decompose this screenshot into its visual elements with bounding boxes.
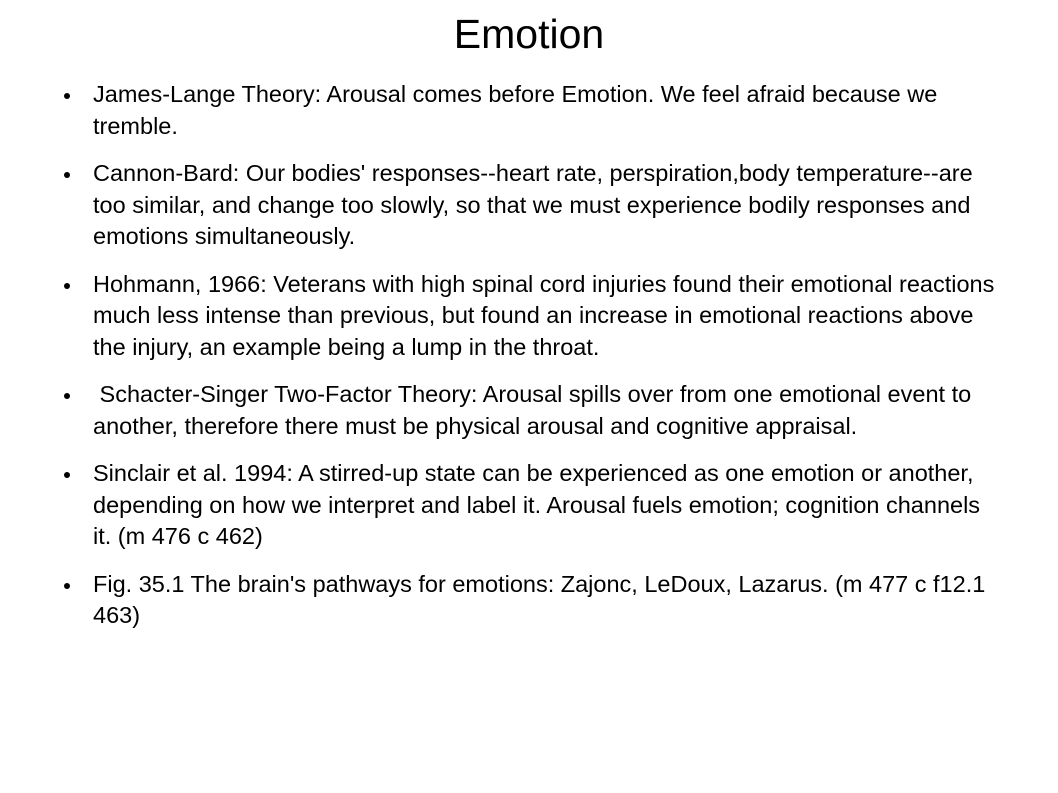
bullet-text: Sinclair et al. 1994: A stirred-up state can be experienced as one emotion or another, depending on how we interpret and label it. Arousal fuels emotion; cognition channels it. (m 476 c 462) [93,460,981,549]
bullet-text: Cannon-Bard: Our bodies' responses--heart rate, perspiration,body temperature--are too similar, and change too slowly, so that we must experience bodily responses and emotions simultaneously. [93,160,973,249]
bullet-dot-icon [64,93,70,99]
bullet-dot-icon [64,472,70,478]
bullet-dot-icon [64,583,70,589]
bullet-list [64,79,1004,648]
slide-title: Emotion [453,11,605,57]
bullet-item-cannon-bard [64,158,1004,253]
bullet-dot-icon [64,393,70,399]
bullet-dot-icon [64,172,70,178]
bullet-item-sinclair [64,458,1004,553]
bullet-item-james-lange [64,79,1004,142]
bullet-item-schacter-singer [64,379,1004,442]
bullet-dot-icon [64,283,70,289]
bullet-text: James-Lange Theory: Arousal comes before Emotion. We feel afraid because we tremble. [93,81,938,139]
bullet-text: Schacter-Singer Two-Factor Theory: Arousal spills over from one emotional event to another, therefore there must be physical arousal and cognitive appraisal. [93,381,972,439]
bullet-item-hohmann [64,269,1004,364]
bullet-item-fig-35-1 [64,569,1004,632]
bullet-text: Fig. 35.1 The brain's pathways for emotions: Zajonc, LeDoux, Lazarus. (m 477 c f12.1 463) [93,570,986,628]
bullet-text: Hohmann, 1966: Veterans with high spinal cord injuries found their emotional reactions much less intense than previous, but found an increase in emotional reactions above the injury, an example being a lump in the throat. [93,270,995,360]
